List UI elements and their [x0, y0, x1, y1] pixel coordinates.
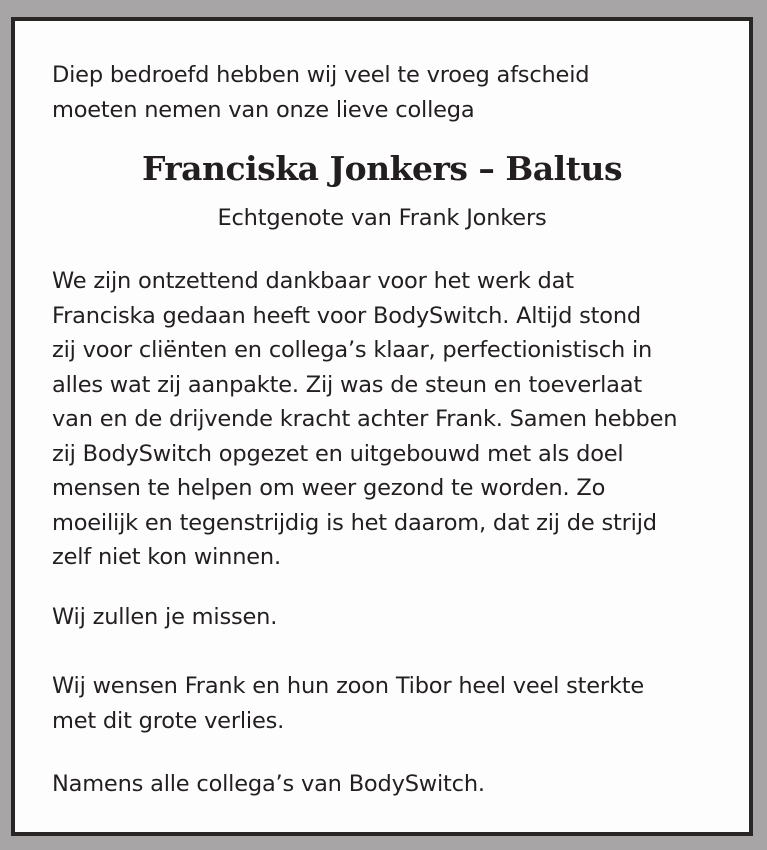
spouse-line: Echtgenote van Frank Jonkers [217, 205, 547, 231]
miss-text: Wij zullen je missen. [52, 604, 278, 630]
wish-text: Wij wensen Frank en hun zoon Tibor heel veel sterkte met dit grote verlies. [52, 673, 645, 734]
tribute-text: We zijn ontzettend dankbaar voor het werk dat Franciska gedaan heeft voor BodySwitch. Altijd stond zij voor cliënten en collega’s klaar, perfectionistisch in alles wat zij aanpakte. Zij was de steun en toeverlaat van en de drijvende kracht achter Frank. Samen hebben zij BodySwitch opgezet en uitgebouwd met als doel mensen te helpen om weer gezond te worden. Zo moeilijk en tegenstrijdig is het daarom, dat zij de strijd zelf niet kon winnen. [52, 268, 678, 570]
deceased-name: Franciska Jonkers – Baltus [141, 149, 623, 188]
intro-text: Diep bedroefd hebben wij veel te vroeg afscheid moeten nemen van onze lieve collega [52, 62, 590, 123]
closing-text: Namens alle collega’s van BodySwitch. [52, 771, 485, 797]
notice-frame [11, 17, 753, 836]
